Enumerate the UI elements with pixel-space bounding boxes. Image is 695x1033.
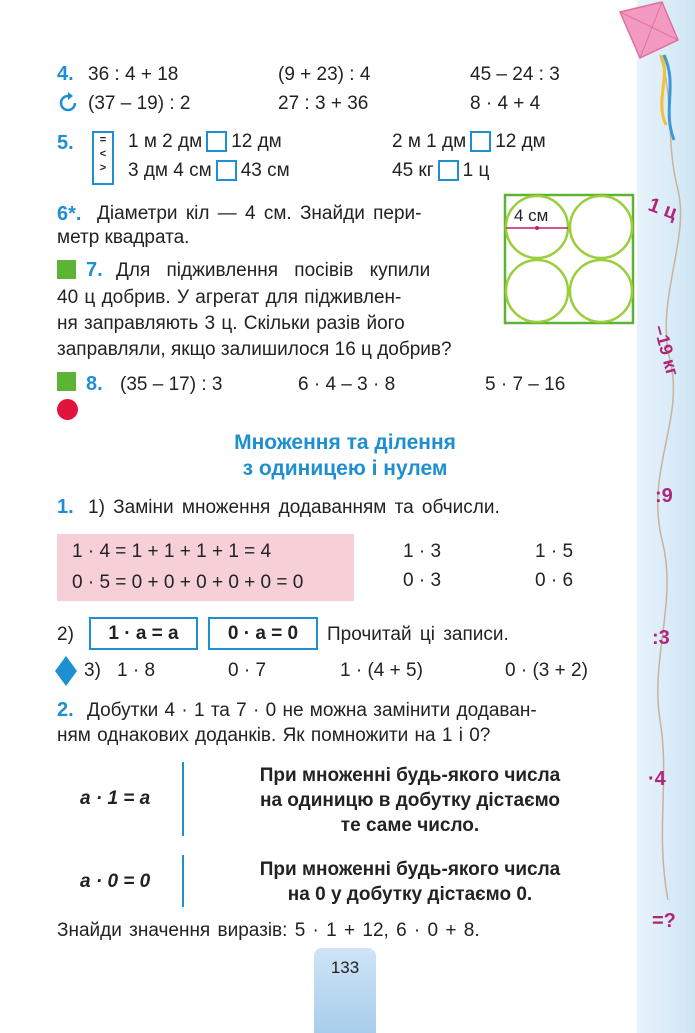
task2-text: ням однакових доданків. Як помножити на 1 і 0? — [57, 725, 491, 746]
ex5-item: 2 м 1 дм 12 дм — [392, 131, 546, 152]
sidebar-label: 1 ц — [645, 193, 681, 225]
answer-box[interactable] — [438, 160, 459, 181]
rule-divider — [182, 762, 184, 836]
exercise-6-number: 6*. — [57, 203, 82, 225]
green-square-icon — [57, 372, 76, 391]
page-number: 133 — [330, 958, 360, 977]
rule1-formula: a · 1 = a — [80, 788, 151, 809]
rule1-text: При множенні будь-якого числа на одиницю в добутку дістаємо те саме число. — [259, 765, 561, 836]
task-1-number: 1. — [57, 496, 74, 518]
section-title: Множення та ділення з одиницею і нулем — [234, 431, 456, 480]
task1-expression: 1 · 3 — [403, 541, 442, 562]
sidebar-label: ·4 — [648, 768, 666, 790]
ex5-item: 3 дм 4 см 43 см — [128, 160, 290, 181]
ex6-text: Діаметри кіл — 4 см. Знайди пери- — [97, 203, 422, 224]
part-2-label: 2) — [57, 624, 74, 645]
example-line: 1 · 4 = 1 + 1 + 1 + 1 = 4 — [72, 541, 272, 562]
answer-box[interactable] — [206, 131, 227, 152]
task1-expression: 1 · (4 + 5) — [340, 660, 423, 681]
exercise-5-number: 5. — [57, 132, 74, 154]
ex4-expression: 8 · 4 + 4 — [470, 93, 541, 114]
ex7-text: 40 ц добрив. У агрегат для підживлен- — [57, 287, 402, 308]
rule-divider — [182, 855, 184, 907]
answer-box[interactable] — [470, 131, 491, 152]
ex6-text: метр квадрата. — [57, 227, 190, 248]
task1-expression: 0 · (3 + 2) — [505, 660, 588, 681]
ex7-text: Для підживлення посівів купили — [116, 260, 431, 281]
task1-expression: 1 · 8 — [117, 660, 156, 681]
part-3-label: 3) — [84, 660, 101, 681]
task1-expression: 0 · 7 — [228, 660, 267, 681]
blue-diamond-icon — [55, 656, 77, 686]
ex5-item: 1 м 2 дм 12 дм — [128, 131, 282, 152]
exercise-8-number: 8. — [86, 373, 103, 395]
ex4-expression: (37 – 19) : 2 — [88, 93, 191, 114]
ex8-expression: 6 · 4 – 3 · 8 — [298, 374, 396, 395]
exercise-7-number: 7. — [86, 259, 103, 281]
ex5-item: 45 кг 1 ц — [392, 160, 490, 181]
ex8-expression: 5 · 7 – 16 — [485, 374, 566, 395]
rule2-text: При множенні будь-якого числа на 0 у добутку дістаємо 0. — [259, 859, 561, 905]
task-2-number: 2. — [57, 699, 74, 721]
rule2-formula: a · 0 = 0 — [80, 871, 151, 892]
part2-text: Прочитай ці записи. — [327, 624, 509, 645]
task2-final: Знайди значення виразів: 5 · 1 + 12, 6 · 0 + 8. — [57, 920, 480, 941]
task1-prompt: 1) Заміни множення додаванням та обчисли. — [88, 497, 500, 518]
ex8-expression: (35 – 17) : 3 — [120, 374, 223, 395]
sidebar-label: :3 — [652, 627, 670, 649]
task1-expression: 0 · 3 — [403, 570, 442, 591]
sidebar-label: –19 кг — [649, 322, 683, 378]
ex4-expression: (9 + 23) : 4 — [278, 64, 371, 85]
comparison-signs-icon: = < > — [92, 131, 114, 185]
repeat-icon — [57, 92, 79, 114]
example-line: 0 · 5 = 0 + 0 + 0 + 0 + 0 = 0 — [72, 572, 304, 593]
task1-expression: 1 · 5 — [535, 541, 574, 562]
sidebar-label: =? — [652, 910, 676, 932]
ex4-expression: 27 : 3 + 36 — [278, 93, 369, 114]
page-number-tab — [314, 948, 376, 1033]
diagram-label: 4 см — [514, 206, 549, 225]
task2-text: Добутки 4 · 1 та 7 · 0 не можна замінити додаван- — [87, 700, 537, 721]
red-circle-icon — [57, 399, 78, 420]
ex7-text: ня заправляють 3 ц. Скільки разів його — [57, 313, 405, 334]
formula-box: 0 · a = 0 — [208, 617, 318, 650]
ex4-expression: 36 : 4 + 18 — [88, 64, 179, 85]
formula-box: 1 · a = a — [89, 617, 198, 650]
green-square-icon — [57, 260, 76, 279]
ex7-text: заправляли, якщо залишилося 16 ц добрив? — [57, 339, 452, 360]
sidebar-label: :9 — [655, 485, 673, 507]
task1-expression: 0 · 6 — [535, 570, 574, 591]
answer-box[interactable] — [216, 160, 237, 181]
exercise-4-number: 4. — [57, 63, 74, 85]
ex4-expression: 45 – 24 : 3 — [470, 64, 560, 85]
